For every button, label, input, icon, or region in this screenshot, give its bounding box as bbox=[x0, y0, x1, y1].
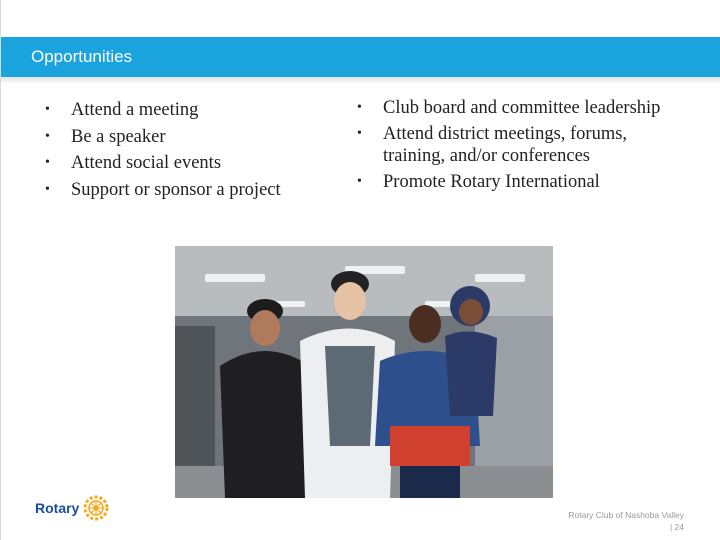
bullet-text: Be a speaker bbox=[71, 126, 166, 147]
list-item bbox=[357, 123, 687, 167]
list-item bbox=[357, 97, 687, 119]
rotary-wheel-icon bbox=[83, 495, 109, 521]
list-item bbox=[357, 171, 687, 193]
bullet-text: Club board and committee leadership bbox=[383, 98, 661, 118]
list-item bbox=[45, 97, 345, 124]
slide-title: Opportunities bbox=[31, 47, 133, 66]
group-photo-illustration bbox=[175, 246, 553, 498]
right-bullet-list bbox=[357, 97, 687, 197]
bullet-icon: • bbox=[357, 100, 362, 115]
list-item bbox=[45, 124, 345, 151]
list-item bbox=[45, 177, 345, 204]
bullet-text: Attend district meetings, forums, training, and/or conferences bbox=[383, 124, 628, 166]
bullet-icon: • bbox=[357, 126, 362, 141]
list-item bbox=[45, 150, 345, 177]
footer-page-number: | 24 bbox=[669, 522, 684, 532]
bullet-text: Support or sponsor a project bbox=[71, 179, 281, 200]
group-photo bbox=[175, 246, 553, 498]
rotary-wordmark: Rotary bbox=[35, 500, 80, 516]
bullet-icon: • bbox=[45, 155, 50, 170]
title-bar-shadow bbox=[1, 77, 720, 83]
bullet-icon: • bbox=[45, 128, 50, 144]
bullet-text: Promote Rotary International bbox=[383, 172, 600, 192]
bullet-icon: • bbox=[45, 181, 50, 197]
bullet-icon: • bbox=[357, 174, 362, 189]
left-bullet-list bbox=[45, 97, 345, 203]
bullet-text: Attend a meeting bbox=[71, 100, 199, 120]
bullet-icon: • bbox=[45, 102, 50, 117]
footer-club-name: Rotary Club of Nashoba Valley bbox=[568, 510, 684, 520]
bullet-text: Attend social events bbox=[71, 153, 222, 173]
rotary-logo bbox=[35, 495, 109, 521]
